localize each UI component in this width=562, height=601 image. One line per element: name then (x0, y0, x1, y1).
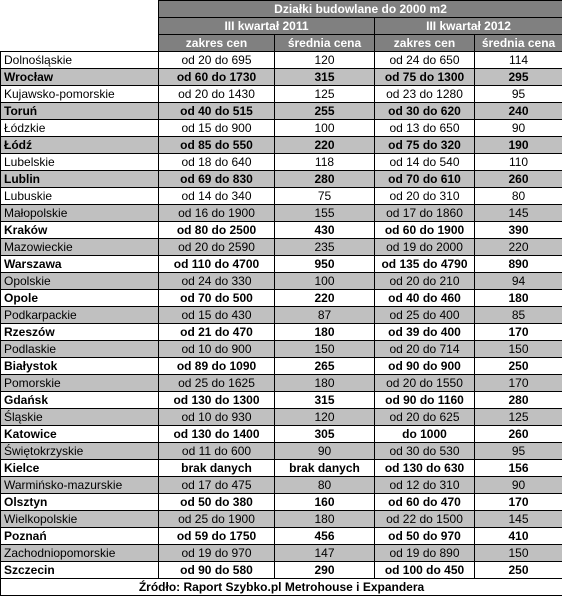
avg-2011-cell: 120 (275, 52, 375, 69)
region-cell: Małopolskie (1, 205, 159, 222)
avg-2011-cell: 80 (275, 477, 375, 494)
range-2012-cell: od 20 do 310 (375, 188, 475, 205)
avg-2011-cell: 180 (275, 511, 375, 528)
period-header-2011: III kwartał 2011 (159, 18, 375, 35)
avg-2011-cell: 305 (275, 426, 375, 443)
col-header-avg-2011: średnia cena (275, 35, 375, 52)
avg-2012-cell: 280 (475, 392, 562, 409)
range-2012-cell: od 20 do 714 (375, 341, 475, 358)
region-cell: Lubuskie (1, 188, 159, 205)
avg-2012-cell: 156 (475, 460, 562, 477)
range-2012-cell: od 30 do 620 (375, 103, 475, 120)
range-2012-cell: od 60 do 1900 (375, 222, 475, 239)
range-2012-cell: od 25 do 400 (375, 307, 475, 324)
range-2012-cell: od 12 do 310 (375, 477, 475, 494)
avg-2012-cell: 145 (475, 205, 562, 222)
avg-2012-cell: 170 (475, 494, 562, 511)
avg-2011-cell: 75 (275, 188, 375, 205)
table-row (1, 290, 562, 307)
region-cell: Kielce (1, 460, 159, 477)
avg-2011-cell: 87 (275, 307, 375, 324)
range-2012-cell: od 19 do 2000 (375, 239, 475, 256)
avg-2011-cell: 315 (275, 392, 375, 409)
avg-2011-cell: 147 (275, 545, 375, 562)
range-2012-cell: od 135 do 4790 (375, 256, 475, 273)
range-2011-cell: od 15 do 900 (159, 120, 275, 137)
range-2011-cell: od 25 do 1625 (159, 375, 275, 392)
avg-2011-cell: brak danych (275, 460, 375, 477)
table-row (1, 222, 562, 239)
range-2012-cell: od 14 do 540 (375, 154, 475, 171)
avg-2012-cell: 90 (475, 477, 562, 494)
table-row (1, 443, 562, 460)
table-row (1, 409, 562, 426)
avg-2011-cell: 315 (275, 69, 375, 86)
range-2011-cell: od 90 do 580 (159, 562, 275, 579)
range-2012-cell: od 30 do 530 (375, 443, 475, 460)
avg-2012-cell: 390 (475, 222, 562, 239)
avg-2012-cell: 170 (475, 324, 562, 341)
region-cell: Warszawa (1, 256, 159, 273)
table-row (1, 154, 562, 171)
region-cell: Łódzkie (1, 120, 159, 137)
range-2012-cell: od 70 do 610 (375, 171, 475, 188)
col-header-range-2012: zakres cen (375, 35, 475, 52)
range-2012-cell: od 24 do 650 (375, 52, 475, 69)
range-2011-cell: od 19 do 970 (159, 545, 275, 562)
table-title: Działki budowlane do 2000 m2 (159, 1, 562, 18)
avg-2011-cell: 90 (275, 443, 375, 460)
region-cell: Katowice (1, 426, 159, 443)
avg-2012-cell: 114 (475, 52, 562, 69)
table-row (1, 528, 562, 545)
range-2012-cell: od 130 do 630 (375, 460, 475, 477)
range-2012-cell: od 22 do 1500 (375, 511, 475, 528)
region-cell: Pomorskie (1, 375, 159, 392)
avg-2012-cell: 250 (475, 358, 562, 375)
period-header-2012: III kwartał 2012 (375, 18, 562, 35)
table-row (1, 307, 562, 324)
range-2011-cell: od 11 do 600 (159, 443, 275, 460)
range-2011-cell: od 25 do 1900 (159, 511, 275, 528)
avg-2011-cell: 180 (275, 375, 375, 392)
region-cell: Szczecin (1, 562, 159, 579)
avg-2012-cell: 90 (475, 120, 562, 137)
range-2011-cell: od 24 do 330 (159, 273, 275, 290)
avg-2012-cell: 220 (475, 239, 562, 256)
range-2012-cell: od 40 do 460 (375, 290, 475, 307)
avg-2012-cell: 410 (475, 528, 562, 545)
range-2012-cell: od 75 do 320 (375, 137, 475, 154)
avg-2011-cell: 100 (275, 120, 375, 137)
range-2012-cell: od 39 do 400 (375, 324, 475, 341)
table-row (1, 341, 562, 358)
avg-2012-cell: 80 (475, 188, 562, 205)
range-2012-cell: od 20 do 210 (375, 273, 475, 290)
col-header-avg-2012: średnia cena (475, 35, 562, 52)
range-2012-cell: od 19 do 890 (375, 545, 475, 562)
table-row (1, 171, 562, 188)
range-2011-cell: od 50 do 380 (159, 494, 275, 511)
range-2011-cell: od 15 do 430 (159, 307, 275, 324)
region-cell: Podlaskie (1, 341, 159, 358)
table-row (1, 358, 562, 375)
table-row (1, 188, 562, 205)
range-2011-cell: od 17 do 475 (159, 477, 275, 494)
table-row (1, 69, 562, 86)
range-2012-cell: od 100 do 450 (375, 562, 475, 579)
avg-2011-cell: 220 (275, 290, 375, 307)
region-cell: Olsztyn (1, 494, 159, 511)
region-cell: Kujawsko-pomorskie (1, 86, 159, 103)
col-header-range-2011: zakres cen (159, 35, 275, 52)
avg-2012-cell: 125 (475, 409, 562, 426)
range-2011-cell: od 85 do 550 (159, 137, 275, 154)
table-row (1, 545, 562, 562)
region-cell: Świętokrzyskie (1, 443, 159, 460)
avg-2012-cell: 145 (475, 511, 562, 528)
range-2012-cell: od 23 do 1280 (375, 86, 475, 103)
region-cell: Opolskie (1, 273, 159, 290)
range-2011-cell: od 69 do 830 (159, 171, 275, 188)
avg-2011-cell: 125 (275, 86, 375, 103)
table-row (1, 460, 562, 477)
table-row (1, 205, 562, 222)
table-row (1, 103, 562, 120)
table-row (1, 273, 562, 290)
range-2012-cell: od 50 do 970 (375, 528, 475, 545)
range-2012-cell: od 17 do 1860 (375, 205, 475, 222)
avg-2011-cell: 265 (275, 358, 375, 375)
range-2011-cell: od 21 do 470 (159, 324, 275, 341)
range-2012-cell: od 13 do 650 (375, 120, 475, 137)
range-2011-cell: od 80 do 2500 (159, 222, 275, 239)
avg-2011-cell: 950 (275, 256, 375, 273)
region-cell: Śląskie (1, 409, 159, 426)
avg-2011-cell: 235 (275, 239, 375, 256)
range-2011-cell: od 14 do 340 (159, 188, 275, 205)
table-row (1, 86, 562, 103)
region-cell: Poznań (1, 528, 159, 545)
region-cell: Opole (1, 290, 159, 307)
region-cell: Białystok (1, 358, 159, 375)
avg-2011-cell: 120 (275, 409, 375, 426)
region-cell: Wrocław (1, 69, 159, 86)
table-row (1, 426, 562, 443)
region-cell: Lubelskie (1, 154, 159, 171)
table-row (1, 375, 562, 392)
range-2011-cell: od 130 do 1300 (159, 392, 275, 409)
region-cell: Mazowieckie (1, 239, 159, 256)
avg-2012-cell: 260 (475, 426, 562, 443)
region-cell: Rzeszów (1, 324, 159, 341)
range-2011-cell: od 10 do 900 (159, 341, 275, 358)
region-cell: Łódź (1, 137, 159, 154)
corner-cell (1, 1, 159, 52)
table-row (1, 324, 562, 341)
range-2011-cell: od 60 do 1730 (159, 69, 275, 86)
avg-2012-cell: 890 (475, 256, 562, 273)
region-cell: Zachodniopomorskie (1, 545, 159, 562)
avg-2012-cell: 260 (475, 171, 562, 188)
range-2011-cell: od 59 do 1750 (159, 528, 275, 545)
table-row (1, 137, 562, 154)
avg-2012-cell: 295 (475, 69, 562, 86)
avg-2012-cell: 110 (475, 154, 562, 171)
table-row (1, 562, 562, 579)
avg-2011-cell: 430 (275, 222, 375, 239)
avg-2011-cell: 150 (275, 341, 375, 358)
avg-2011-cell: 155 (275, 205, 375, 222)
avg-2011-cell: 456 (275, 528, 375, 545)
region-cell: Lublin (1, 171, 159, 188)
avg-2011-cell: 118 (275, 154, 375, 171)
table-row (1, 392, 562, 409)
range-2011-cell: od 20 do 1430 (159, 86, 275, 103)
avg-2012-cell: 95 (475, 443, 562, 460)
region-cell: Kraków (1, 222, 159, 239)
avg-2011-cell: 280 (275, 171, 375, 188)
table-row (1, 52, 562, 69)
avg-2012-cell: 170 (475, 375, 562, 392)
range-2011-cell: od 89 do 1090 (159, 358, 275, 375)
table-row (1, 477, 562, 494)
source-note: Źródło: Raport Szybko.pl Metrohouse i Expandera (1, 579, 562, 596)
range-2011-cell: od 18 do 640 (159, 154, 275, 171)
range-2012-cell: do 1000 (375, 426, 475, 443)
range-2012-cell: od 90 do 900 (375, 358, 475, 375)
avg-2012-cell: 180 (475, 290, 562, 307)
range-2011-cell: od 110 do 4700 (159, 256, 275, 273)
avg-2011-cell: 100 (275, 273, 375, 290)
region-cell: Dolnośląskie (1, 52, 159, 69)
avg-2012-cell: 150 (475, 341, 562, 358)
range-2012-cell: od 90 do 1160 (375, 392, 475, 409)
range-2012-cell: od 20 do 625 (375, 409, 475, 426)
avg-2012-cell: 240 (475, 103, 562, 120)
avg-2012-cell: 85 (475, 307, 562, 324)
region-cell: Gdańsk (1, 392, 159, 409)
region-cell: Wielkopolskie (1, 511, 159, 528)
avg-2011-cell: 160 (275, 494, 375, 511)
table-body (1, 52, 562, 579)
table-row (1, 494, 562, 511)
range-2012-cell: od 20 do 1550 (375, 375, 475, 392)
table-row (1, 256, 562, 273)
region-cell: Warmińsko-mazurskie (1, 477, 159, 494)
range-2011-cell: od 70 do 500 (159, 290, 275, 307)
avg-2011-cell: 220 (275, 137, 375, 154)
avg-2012-cell: 250 (475, 562, 562, 579)
avg-2011-cell: 255 (275, 103, 375, 120)
range-2012-cell: od 60 do 470 (375, 494, 475, 511)
range-2011-cell: od 20 do 2590 (159, 239, 275, 256)
range-2011-cell: od 20 do 695 (159, 52, 275, 69)
range-2011-cell: od 130 do 1400 (159, 426, 275, 443)
avg-2012-cell: 94 (475, 273, 562, 290)
avg-2011-cell: 180 (275, 324, 375, 341)
region-cell: Toruń (1, 103, 159, 120)
range-2011-cell: od 16 do 1900 (159, 205, 275, 222)
table-row (1, 120, 562, 137)
range-2011-cell: od 10 do 930 (159, 409, 275, 426)
avg-2012-cell: 95 (475, 86, 562, 103)
avg-2012-cell: 190 (475, 137, 562, 154)
table-row (1, 239, 562, 256)
avg-2011-cell: 290 (275, 562, 375, 579)
range-2011-cell: brak danych (159, 460, 275, 477)
range-2011-cell: od 40 do 515 (159, 103, 275, 120)
table-row (1, 511, 562, 528)
avg-2012-cell: 150 (475, 545, 562, 562)
range-2012-cell: od 75 do 1300 (375, 69, 475, 86)
region-cell: Podkarpackie (1, 307, 159, 324)
